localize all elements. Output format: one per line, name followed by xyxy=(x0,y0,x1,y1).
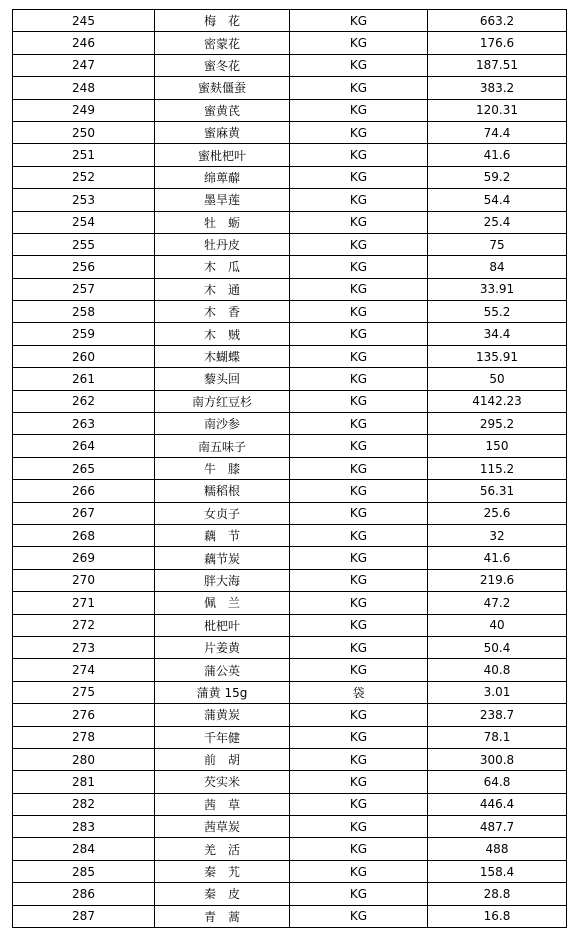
herb-name-cell: 牛 膝 xyxy=(155,457,290,479)
quantity-cell: 64.8 xyxy=(428,771,567,793)
table-row xyxy=(13,860,567,882)
unit-cell: KG xyxy=(290,524,428,546)
unit-cell: KG xyxy=(290,99,428,121)
unit-cell: KG xyxy=(290,278,428,300)
herb-name-cell: 牡 蛎 xyxy=(155,211,290,233)
quantity-cell: 176.6 xyxy=(428,32,567,54)
table-row xyxy=(13,211,567,233)
herb-name-cell: 牡丹皮 xyxy=(155,233,290,255)
herb-name-cell: 木 贼 xyxy=(155,323,290,345)
herb-name-cell: 千年健 xyxy=(155,726,290,748)
unit-cell: KG xyxy=(290,480,428,502)
herb-name-cell: 糯稻根 xyxy=(155,480,290,502)
table-row xyxy=(13,502,567,524)
table-row xyxy=(13,480,567,502)
herb-name-cell: 青 蒿 xyxy=(155,905,290,927)
row-number-cell: 255 xyxy=(13,233,155,255)
row-number-cell: 267 xyxy=(13,502,155,524)
unit-cell: KG xyxy=(290,502,428,524)
table-row xyxy=(13,704,567,726)
unit-cell: KG xyxy=(290,748,428,770)
row-number-cell: 253 xyxy=(13,189,155,211)
quantity-cell: 187.51 xyxy=(428,54,567,76)
quantity-cell: 120.31 xyxy=(428,99,567,121)
row-number-cell: 280 xyxy=(13,748,155,770)
quantity-cell: 25.6 xyxy=(428,502,567,524)
unit-cell: KG xyxy=(290,816,428,838)
table-row xyxy=(13,390,567,412)
herb-name-cell: 蜜黄芪 xyxy=(155,99,290,121)
table-row xyxy=(13,524,567,546)
herb-name-cell: 蜜枇杷叶 xyxy=(155,144,290,166)
row-number-cell: 274 xyxy=(13,659,155,681)
table-row xyxy=(13,636,567,658)
herb-name-cell: 密蒙花 xyxy=(155,32,290,54)
unit-cell: KG xyxy=(290,233,428,255)
row-number-cell: 265 xyxy=(13,457,155,479)
quantity-cell: 75 xyxy=(428,233,567,255)
table-row xyxy=(13,457,567,479)
row-number-cell: 286 xyxy=(13,883,155,905)
table-row xyxy=(13,614,567,636)
quantity-cell: 25.4 xyxy=(428,211,567,233)
unit-cell: KG xyxy=(290,10,428,32)
table-row xyxy=(13,435,567,457)
unit-cell: KG xyxy=(290,771,428,793)
unit-cell: KG xyxy=(290,793,428,815)
herb-name-cell: 木 瓜 xyxy=(155,256,290,278)
table-row xyxy=(13,233,567,255)
table-row xyxy=(13,726,567,748)
table-row xyxy=(13,32,567,54)
unit-cell: KG xyxy=(290,883,428,905)
table-row xyxy=(13,345,567,367)
row-number-cell: 258 xyxy=(13,301,155,323)
quantity-cell: 40 xyxy=(428,614,567,636)
herb-name-cell: 南沙参 xyxy=(155,413,290,435)
quantity-cell: 295.2 xyxy=(428,413,567,435)
row-number-cell: 248 xyxy=(13,77,155,99)
table-row xyxy=(13,54,567,76)
quantity-cell: 446.4 xyxy=(428,793,567,815)
herb-name-cell: 南方红豆杉 xyxy=(155,390,290,412)
table-row xyxy=(13,592,567,614)
row-number-cell: 259 xyxy=(13,323,155,345)
unit-cell: KG xyxy=(290,614,428,636)
herb-name-cell: 枇杷叶 xyxy=(155,614,290,636)
herb-name-cell: 芡实米 xyxy=(155,771,290,793)
herb-name-cell: 蒲公英 xyxy=(155,659,290,681)
row-number-cell: 252 xyxy=(13,166,155,188)
quantity-cell: 54.4 xyxy=(428,189,567,211)
row-number-cell: 278 xyxy=(13,726,155,748)
quantity-cell: 383.2 xyxy=(428,77,567,99)
row-number-cell: 263 xyxy=(13,413,155,435)
row-number-cell: 285 xyxy=(13,860,155,882)
quantity-cell: 28.8 xyxy=(428,883,567,905)
table-row xyxy=(13,278,567,300)
herb-name-cell: 蜜麸僵蚕 xyxy=(155,77,290,99)
row-number-cell: 249 xyxy=(13,99,155,121)
unit-cell: KG xyxy=(290,704,428,726)
herb-name-cell: 藕节炭 xyxy=(155,547,290,569)
quantity-cell: 238.7 xyxy=(428,704,567,726)
unit-cell: 袋 xyxy=(290,681,428,703)
herb-name-cell: 梅 花 xyxy=(155,10,290,32)
unit-cell: KG xyxy=(290,592,428,614)
table-row xyxy=(13,838,567,860)
unit-cell: KG xyxy=(290,413,428,435)
row-number-cell: 254 xyxy=(13,211,155,233)
quantity-cell: 41.6 xyxy=(428,144,567,166)
row-number-cell: 271 xyxy=(13,592,155,614)
unit-cell: KG xyxy=(290,838,428,860)
unit-cell: KG xyxy=(290,905,428,927)
unit-cell: KG xyxy=(290,144,428,166)
table-row xyxy=(13,547,567,569)
quantity-cell: 74.4 xyxy=(428,121,567,143)
table-row xyxy=(13,771,567,793)
table-row xyxy=(13,816,567,838)
table-row xyxy=(13,413,567,435)
unit-cell: KG xyxy=(290,211,428,233)
herb-name-cell: 绵萆薢 xyxy=(155,166,290,188)
table-row xyxy=(13,121,567,143)
herb-name-cell: 茜草炭 xyxy=(155,816,290,838)
table-row xyxy=(13,166,567,188)
unit-cell: KG xyxy=(290,547,428,569)
row-number-cell: 269 xyxy=(13,547,155,569)
unit-cell: KG xyxy=(290,345,428,367)
herb-name-cell: 片姜黄 xyxy=(155,636,290,658)
table-row xyxy=(13,905,567,927)
herb-name-cell: 茜 草 xyxy=(155,793,290,815)
herb-name-cell: 秦 艽 xyxy=(155,860,290,882)
table-row xyxy=(13,77,567,99)
quantity-cell: 40.8 xyxy=(428,659,567,681)
quantity-cell: 56.31 xyxy=(428,480,567,502)
table-row xyxy=(13,99,567,121)
quantity-cell: 78.1 xyxy=(428,726,567,748)
row-number-cell: 245 xyxy=(13,10,155,32)
unit-cell: KG xyxy=(290,457,428,479)
table-row xyxy=(13,368,567,390)
unit-cell: KG xyxy=(290,32,428,54)
table-row xyxy=(13,301,567,323)
row-number-cell: 276 xyxy=(13,704,155,726)
herb-name-cell: 藜头回 xyxy=(155,368,290,390)
table-row xyxy=(13,256,567,278)
row-number-cell: 246 xyxy=(13,32,155,54)
quantity-cell: 300.8 xyxy=(428,748,567,770)
herb-name-cell: 女贞子 xyxy=(155,502,290,524)
row-number-cell: 260 xyxy=(13,345,155,367)
quantity-cell: 158.4 xyxy=(428,860,567,882)
unit-cell: KG xyxy=(290,659,428,681)
row-number-cell: 257 xyxy=(13,278,155,300)
table-body xyxy=(13,10,567,928)
unit-cell: KG xyxy=(290,54,428,76)
quantity-cell: 50 xyxy=(428,368,567,390)
quantity-cell: 219.6 xyxy=(428,569,567,591)
table-row xyxy=(13,189,567,211)
unit-cell: KG xyxy=(290,368,428,390)
row-number-cell: 266 xyxy=(13,480,155,502)
herb-name-cell: 羌 活 xyxy=(155,838,290,860)
row-number-cell: 287 xyxy=(13,905,155,927)
herb-name-cell: 蒲黄 15g xyxy=(155,681,290,703)
unit-cell: KG xyxy=(290,435,428,457)
quantity-cell: 47.2 xyxy=(428,592,567,614)
herb-name-cell: 墨旱莲 xyxy=(155,189,290,211)
unit-cell: KG xyxy=(290,121,428,143)
unit-cell: KG xyxy=(290,726,428,748)
row-number-cell: 264 xyxy=(13,435,155,457)
row-number-cell: 275 xyxy=(13,681,155,703)
row-number-cell: 272 xyxy=(13,614,155,636)
row-number-cell: 282 xyxy=(13,793,155,815)
row-number-cell: 256 xyxy=(13,256,155,278)
row-number-cell: 251 xyxy=(13,144,155,166)
unit-cell: KG xyxy=(290,569,428,591)
unit-cell: KG xyxy=(290,301,428,323)
unit-cell: KG xyxy=(290,77,428,99)
table-row xyxy=(13,569,567,591)
row-number-cell: 268 xyxy=(13,524,155,546)
row-number-cell: 247 xyxy=(13,54,155,76)
table-row xyxy=(13,323,567,345)
herb-name-cell: 藕 节 xyxy=(155,524,290,546)
quantity-cell: 150 xyxy=(428,435,567,457)
quantity-cell: 487.7 xyxy=(428,816,567,838)
herb-name-cell: 前 胡 xyxy=(155,748,290,770)
table-row xyxy=(13,10,567,32)
quantity-cell: 84 xyxy=(428,256,567,278)
quantity-cell: 16.8 xyxy=(428,905,567,927)
herb-name-cell: 木蝴蝶 xyxy=(155,345,290,367)
unit-cell: KG xyxy=(290,860,428,882)
herb-name-cell: 胖大海 xyxy=(155,569,290,591)
unit-cell: KG xyxy=(290,323,428,345)
quantity-cell: 663.2 xyxy=(428,10,567,32)
quantity-cell: 34.4 xyxy=(428,323,567,345)
herb-name-cell: 佩 兰 xyxy=(155,592,290,614)
table-row xyxy=(13,793,567,815)
herb-name-cell: 南五味子 xyxy=(155,435,290,457)
quantity-cell: 4142.23 xyxy=(428,390,567,412)
quantity-cell: 59.2 xyxy=(428,166,567,188)
quantity-cell: 33.91 xyxy=(428,278,567,300)
row-number-cell: 273 xyxy=(13,636,155,658)
row-number-cell: 283 xyxy=(13,816,155,838)
quantity-cell: 115.2 xyxy=(428,457,567,479)
quantity-cell: 135.91 xyxy=(428,345,567,367)
quantity-cell: 55.2 xyxy=(428,301,567,323)
quantity-cell: 32 xyxy=(428,524,567,546)
inventory-table xyxy=(12,9,567,928)
row-number-cell: 284 xyxy=(13,838,155,860)
herb-name-cell: 蒲黄炭 xyxy=(155,704,290,726)
quantity-cell: 50.4 xyxy=(428,636,567,658)
herb-name-cell: 蜜麻黄 xyxy=(155,121,290,143)
table-row xyxy=(13,883,567,905)
row-number-cell: 262 xyxy=(13,390,155,412)
unit-cell: KG xyxy=(290,166,428,188)
row-number-cell: 250 xyxy=(13,121,155,143)
row-number-cell: 270 xyxy=(13,569,155,591)
unit-cell: KG xyxy=(290,256,428,278)
table-row xyxy=(13,144,567,166)
quantity-cell: 3.01 xyxy=(428,681,567,703)
unit-cell: KG xyxy=(290,636,428,658)
herb-name-cell: 蜜冬花 xyxy=(155,54,290,76)
quantity-cell: 41.6 xyxy=(428,547,567,569)
unit-cell: KG xyxy=(290,390,428,412)
herb-name-cell: 木 香 xyxy=(155,301,290,323)
herb-name-cell: 秦 皮 xyxy=(155,883,290,905)
unit-cell: KG xyxy=(290,189,428,211)
table-row xyxy=(13,659,567,681)
table-row xyxy=(13,681,567,703)
quantity-cell: 488 xyxy=(428,838,567,860)
herb-name-cell: 木 通 xyxy=(155,278,290,300)
row-number-cell: 281 xyxy=(13,771,155,793)
row-number-cell: 261 xyxy=(13,368,155,390)
table-row xyxy=(13,748,567,770)
